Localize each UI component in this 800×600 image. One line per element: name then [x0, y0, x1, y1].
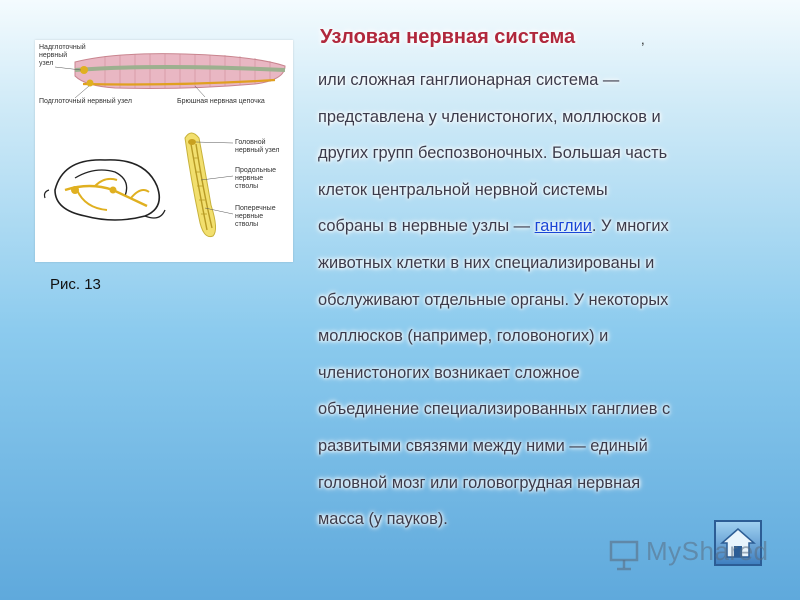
body-line-with-link: [318, 208, 768, 245]
body-line: или сложная ганглионарная система —: [318, 71, 620, 89]
label-supraesophageal-1: Надглоточный: [39, 44, 86, 51]
body-line: развитыми связями между ними — единый: [318, 436, 648, 455]
body-line: масса (у пауков).: [318, 510, 448, 529]
body-line: обслуживают отдельные органы. У некоторых: [318, 290, 669, 309]
label-longitudinal-3: стволы: [235, 183, 259, 190]
presentation-icon: [608, 538, 642, 572]
body-line: головной мозг или головогрудная нервная: [318, 473, 641, 492]
label-longitudinal-1: Продольные: [235, 167, 277, 174]
label-subesophageal: Подглоточный нервный узел: [39, 98, 132, 105]
label-supraesophageal-3: узел: [39, 60, 54, 67]
watermark-text: MyShared: [646, 536, 769, 566]
slide-title: Узловая нервная система: [320, 26, 576, 48]
body-line: членистоногих возникает сложное: [318, 363, 580, 382]
label-longitudinal-2: нервные: [235, 175, 264, 182]
body-line: животных клетки в них специализированы и: [318, 253, 655, 272]
body-line: представлена у членистоногих, моллюсков и: [318, 107, 661, 126]
ganglia-link[interactable]: ганглии: [534, 217, 592, 236]
label-head-ganglion-2: нервный узел: [235, 147, 280, 154]
label-transverse-1: Поперечные: [235, 205, 276, 212]
label-transverse-2: нервные: [235, 213, 264, 220]
nervous-system-illustration: [35, 40, 293, 262]
label-head-ganglion-1: Головной: [235, 139, 266, 146]
body-line: объединение специализированных ганглиев с: [318, 400, 671, 419]
figure-caption: Рис. 13: [50, 276, 101, 293]
body-line: других групп беспозвоночных. Большая часть: [318, 144, 668, 163]
figure-panel: [35, 40, 293, 262]
body-text: [318, 62, 768, 538]
label-transverse-3: стволы: [235, 221, 259, 228]
title-comma: ,: [641, 32, 645, 47]
body-line-segment: . У многих: [591, 217, 669, 236]
body-line: моллюсков (например, головоногих) и: [318, 327, 609, 346]
label-ventral-chain: Брюшная нервная цепочка: [177, 98, 265, 105]
body-line-segment: собраны в нервные узлы —: [318, 217, 535, 236]
label-supraesophageal-2: нервный: [39, 52, 68, 59]
body-line: клеток центральной нервной системы: [318, 180, 608, 199]
